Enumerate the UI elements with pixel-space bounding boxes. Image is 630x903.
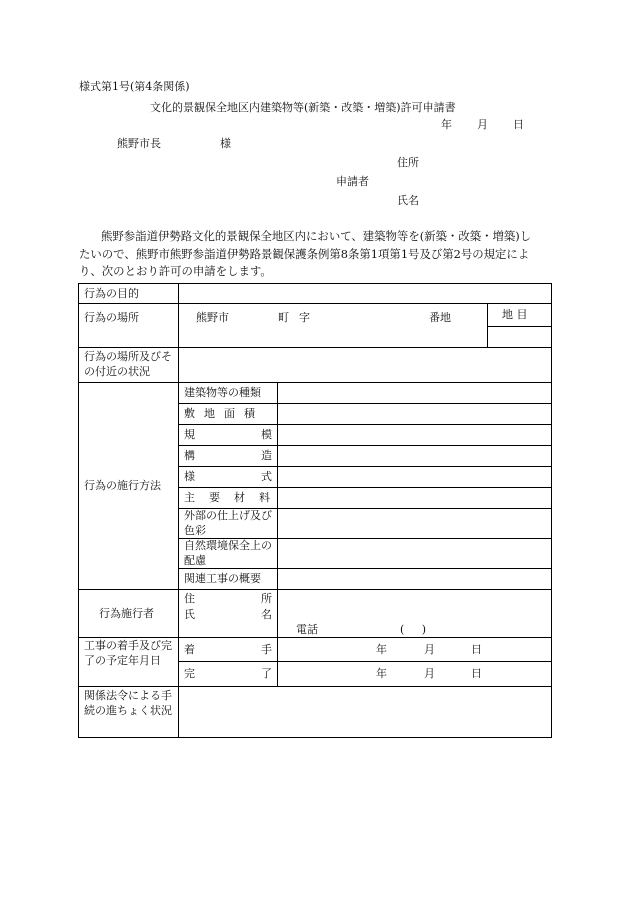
body-line-3: り、次のとおり許可の申請をします。 [79, 264, 272, 278]
date-day: 日 [513, 118, 524, 131]
form-number: 様式第1号(第4条関係) [79, 80, 190, 93]
executor-name-text: 氏名 [184, 608, 338, 621]
method-structure [184, 449, 338, 463]
executor-address-text: 住所 [184, 592, 338, 605]
addressee-sama: 様 [220, 137, 231, 150]
location-banchi: 番地 [429, 311, 451, 324]
executor-phone-paren: ( ) [400, 623, 427, 636]
method-structure-text: 構造 [184, 449, 338, 462]
method-style-text: 様式 [184, 470, 338, 483]
schedule-end [184, 667, 338, 681]
method-scale-text: 規模 [184, 428, 338, 441]
executor-phone: 電話 [296, 623, 318, 636]
location-city: 熊野市 [196, 311, 229, 324]
method-materials [184, 491, 284, 505]
schedule-end-month: 月 [424, 667, 435, 680]
schedule-end-text: 完了 [184, 667, 338, 680]
addressee-mayor: 熊野市長 [117, 137, 161, 150]
location-chimoku: 地 目 [502, 308, 528, 321]
method-nature: 自然環境保全上の配慮 [184, 539, 272, 567]
applicant-name-label: 氏名 [397, 194, 419, 207]
executor-address [184, 592, 338, 606]
method-materials-text: 主要材料 [184, 491, 284, 504]
location-label: 行為の場所 [84, 311, 139, 324]
executor-label: 行為施行者 [99, 607, 154, 620]
method-area-text: 敷地面積 [184, 407, 264, 420]
purpose-label: 行為の目的 [84, 287, 139, 300]
body-paragraph [79, 228, 551, 281]
method-scale [184, 428, 338, 442]
schedule-start-year: 年 [376, 643, 387, 656]
method-area [184, 407, 272, 421]
executor-name [184, 608, 338, 622]
location-aza: 字 [299, 311, 310, 324]
body-line-1: 熊野参詣道伊勢路文化的景観保全地区内において、建築物等を(新築・改築・増築)し [101, 229, 532, 243]
schedule-start-day: 日 [471, 643, 482, 656]
method-style [184, 470, 338, 484]
method-finish: 外部の仕上げ及び色彩 [184, 509, 272, 537]
method-related: 関連工事の概要 [184, 572, 261, 585]
applicant-label: 申請者 [336, 175, 369, 188]
applicant-address-label: 住所 [397, 156, 419, 169]
schedule-label: 工事の着手及び完了の予定年月日 [84, 639, 172, 667]
schedule-end-day: 日 [471, 667, 482, 680]
body-line-2: たいので、熊野市熊野参詣道伊勢路景観保護条例第8条第1項第1号及び第2号の規定によ [79, 246, 530, 261]
schedule-start [184, 643, 338, 657]
schedule-start-month: 月 [424, 643, 435, 656]
date-month: 月 [477, 118, 488, 131]
schedule-end-year: 年 [376, 667, 387, 680]
procedure-label: 関係法令による手続の進ちょく状況 [84, 689, 172, 717]
date-year: 年 [441, 118, 452, 131]
form-title: 文化的景観保全地区内建築物等(新築・改築・増築)許可申請書 [150, 101, 456, 114]
method-kind: 建築物等の種類 [184, 386, 261, 399]
surroundings-label: 行為の場所及びその付近の状況 [84, 350, 172, 378]
location-machi: 町 [278, 311, 289, 324]
schedule-start-text: 着手 [184, 643, 338, 656]
method-label: 行為の施行方法 [84, 479, 161, 492]
